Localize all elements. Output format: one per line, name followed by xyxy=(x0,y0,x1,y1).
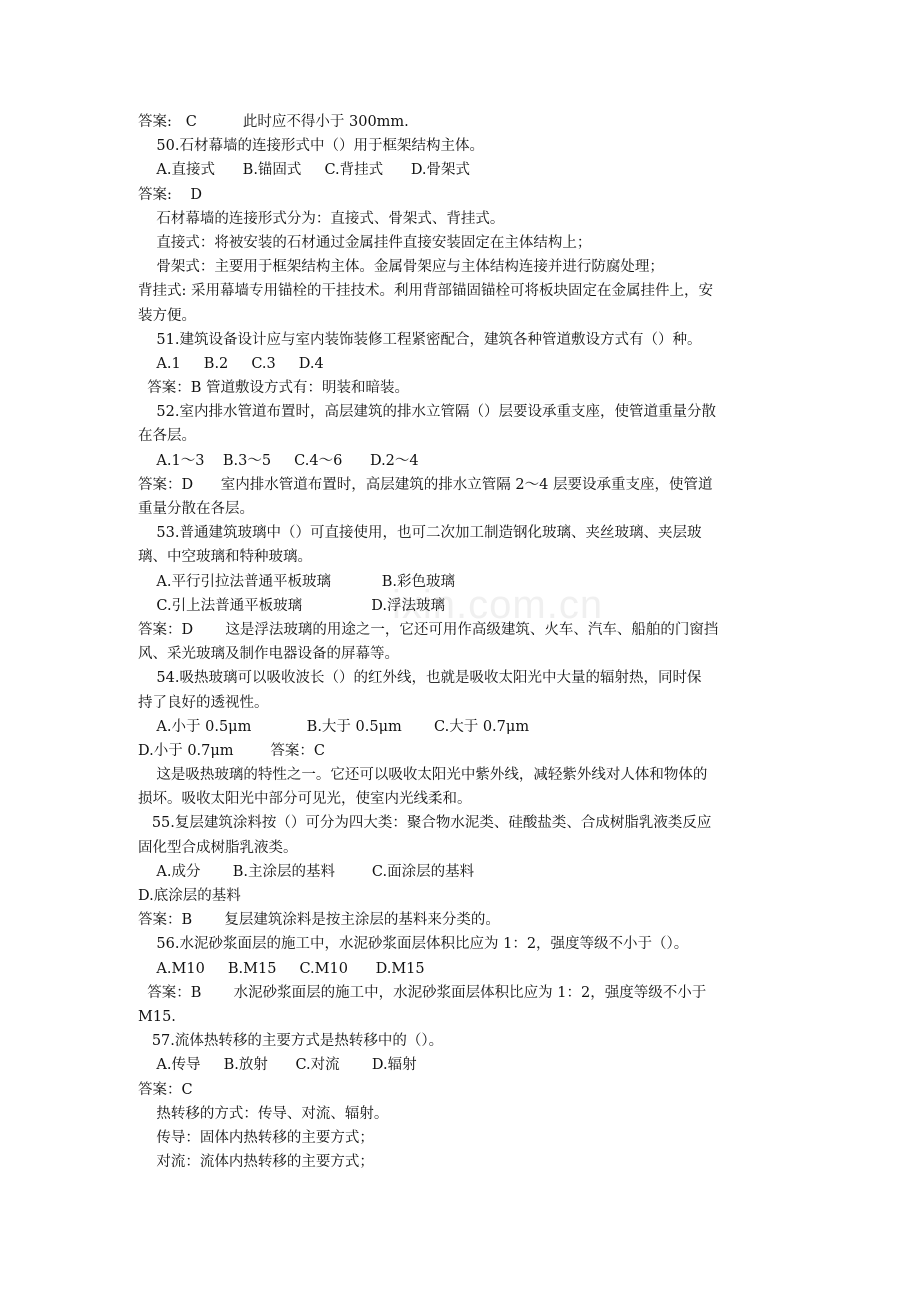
text-line: 风、采光玻璃及制作电器设备的屏幕等。 xyxy=(138,646,399,663)
document-page xyxy=(138,110,784,1174)
text-line: 51.建筑设备设计应与室内装饰装修工程紧密配合，建筑各种管道敷设方式有（）种。 xyxy=(138,331,702,348)
text-line: 传导：固体内热转移的主要方式； xyxy=(138,1129,374,1146)
text-line: A.传导 B.放射 C.对流 D.辐射 xyxy=(138,1057,417,1074)
text-line: 答案：B 水泥砂浆面层的施工中，水泥砂浆面层体积比应为 1：2，强度等级不小于 xyxy=(138,984,707,1001)
text-line: 答案：C xyxy=(138,1081,193,1098)
text-line: 直接式：将被安装的石材通过金属挂件直接安装固定在主体结构上； xyxy=(138,234,592,251)
text-line: 石材幕墙的连接形式分为：直接式、骨架式、背挂式。 xyxy=(138,210,505,227)
text-line: 答案：B 管道敷设方式有：明装和暗装。 xyxy=(138,380,409,397)
text-line: 57.流体热转移的主要方式是热转移中的（）。 xyxy=(138,1033,444,1050)
text-line: 在各层。 xyxy=(138,428,196,445)
text-line: A.平行引拉法普通平板玻璃 B.彩色玻璃 xyxy=(138,573,455,590)
text-line: 55.复层建筑涂料按（）可分为四大类：聚合物水泥类、硅酸盐类、合成树脂乳液类反应 xyxy=(138,815,712,832)
text-line: A.小于 0.5μm B.大于 0.5μm C.大于 0.7μm xyxy=(138,718,530,735)
text-line: M15. xyxy=(138,1008,176,1025)
text-line: 骨架式：主要用于框架结构主体。金属骨架应与主体结构连接并进行防腐处理； xyxy=(138,259,664,276)
text-line: 重量分散在各层。 xyxy=(138,501,254,517)
text-line: A.成分 B.主涂层的基料 C.面涂层的基料 xyxy=(138,863,475,880)
text-line: 56.水泥砂浆面层的施工中，水泥砂浆面层体积比应为 1：2，强度等级不小于（）。 xyxy=(138,936,689,953)
text-line: 答案: C 此时应不得小于 300mm. xyxy=(138,114,409,130)
text-line: A.1 B.2 C.3 D.4 xyxy=(138,355,324,372)
text-line: D.小于 0.7μm 答案：C xyxy=(138,742,326,759)
text-line: 50.石材幕墙的连接形式中（）用于框架结构主体。 xyxy=(138,138,484,155)
text-line: 固化型合成树脂乳液类。 xyxy=(138,839,298,856)
text-line: A.1～3 B.3～5 C.4～6 D.2～4 xyxy=(138,452,419,469)
text-line: 答案：B 复层建筑涂料是按主涂层的基料来分类的。 xyxy=(138,912,500,929)
text-line: 答案：D 室内排水管道布置时，高层建筑的排水立管隔 2～4 层要设承重支座，使管道 xyxy=(138,476,713,493)
text-line: 答案：D 这是浮法玻璃的用途之一，它还可用作高级建筑、火车、汽车、船舶的门窗挡 xyxy=(138,621,719,638)
text-line: 对流：流体内热转移的主要方式； xyxy=(138,1154,374,1171)
text-line: 54.吸热玻璃可以吸收波长（）的红外线，也就是吸收太阳光中大量的辐射热，同时保 xyxy=(138,670,702,687)
text-line: 52.室内排水管道布置时，高层建筑的排水立管隔（）层要设承重支座，使管道重量分散 xyxy=(138,404,716,421)
text-line: 53.普通建筑玻璃中（）可直接使用，也可二次加工制造钢化玻璃、夹丝玻璃、夹层玻 xyxy=(138,525,702,542)
text-line: 答案: D xyxy=(138,186,202,203)
text-line: 持了良好的透视性。 xyxy=(138,694,269,711)
text-line: 背挂式: 采用幕墙专用锚栓的干挂技术。利用背部锚固锚栓可将板块固定在金属挂件上，安 xyxy=(138,283,713,300)
text-line: C.引上法普通平板玻璃 D.浮法玻璃 xyxy=(138,597,445,614)
watermark-text: ixin.com.cn xyxy=(392,583,604,627)
text-line: 装方便。 xyxy=(138,307,196,324)
text-line: 这是吸热玻璃的特性之一。它还可以吸收太阳光中紫外线，减轻紫外线对人体和物体的 xyxy=(138,767,708,784)
text-line: D.底涂层的基料 xyxy=(138,888,241,904)
text-line: 璃、中空玻璃和特种玻璃。 xyxy=(138,549,312,566)
text-line: 损坏。吸收太阳光中部分可见光，使室内光线柔和。 xyxy=(138,791,472,808)
text-line: A.直接式 B.锚固式 C.背挂式 D.骨架式 xyxy=(138,162,471,179)
text-line: A.M10 B.M15 C.M10 D.M15 xyxy=(138,960,425,977)
text-line: 热转移的方式：传导、对流、辐射。 xyxy=(138,1105,389,1122)
